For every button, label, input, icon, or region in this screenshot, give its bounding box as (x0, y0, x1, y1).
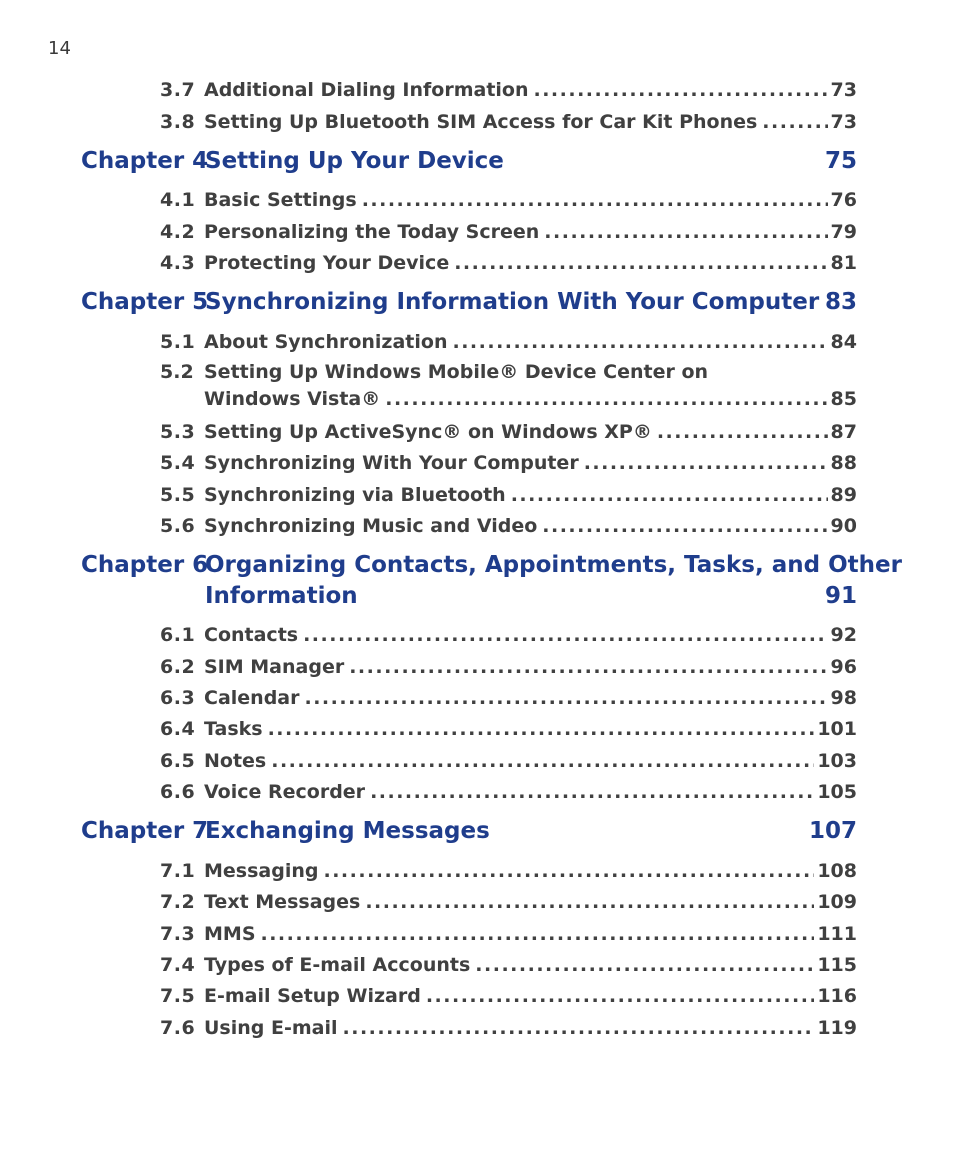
section-title: Contacts (204, 624, 299, 646)
section-number: 4.3 (160, 252, 196, 274)
toc-entry-5-6[interactable] (160, 515, 857, 537)
section-number: 6.5 (160, 750, 196, 772)
chapter-label: Chapter 7 (81, 818, 209, 844)
toc-entry-7-3[interactable] (160, 923, 857, 945)
chapter-label: Chapter 6 (81, 552, 209, 578)
dot-leader (365, 891, 814, 913)
section-number: 7.6 (160, 1017, 196, 1039)
dot-leader (542, 515, 827, 537)
section-number: 5.1 (160, 331, 196, 353)
dot-leader (303, 624, 827, 646)
dot-leader (385, 386, 827, 413)
toc-entry-5-5[interactable] (160, 484, 857, 506)
section-number: 5.6 (160, 515, 196, 537)
toc-chapter-6[interactable] (81, 550, 902, 612)
dot-leader (454, 252, 827, 274)
dot-leader (657, 421, 828, 443)
chapter-page: 75 (824, 148, 857, 174)
section-title: Tasks (204, 718, 263, 740)
dot-leader (762, 111, 827, 133)
section-number: 6.3 (160, 687, 196, 709)
section-page: 79 (830, 221, 857, 243)
toc-entry-7-6[interactable] (160, 1017, 857, 1039)
section-page: 76 (830, 189, 857, 211)
toc-entry-7-4[interactable] (160, 954, 857, 976)
section-page: 105 (817, 781, 857, 803)
section-title-line-2: Windows Vista® (204, 388, 381, 410)
toc-chapter-5[interactable] (81, 287, 857, 317)
section-title: Types of E-mail Accounts (204, 954, 471, 976)
section-title: Text Messages (204, 891, 361, 913)
toc-entry-7-1[interactable] (160, 860, 857, 882)
toc-entry-4-3[interactable] (160, 252, 857, 274)
section-number: 3.8 (160, 111, 196, 133)
dot-leader (261, 923, 815, 945)
dot-leader (304, 687, 827, 709)
section-title: Personalizing the Today Screen (204, 221, 540, 243)
dot-leader (370, 781, 814, 803)
chapter-title: Synchronizing Information With Your Computer (205, 289, 820, 315)
toc-entry-4-1[interactable] (160, 189, 857, 211)
chapter-label: Chapter 4 (81, 148, 209, 174)
toc-chapter-4[interactable] (81, 146, 857, 176)
chapter-label: Chapter 5 (81, 289, 209, 315)
section-number: 5.3 (160, 421, 196, 443)
section-title: Basic Settings (204, 189, 357, 211)
dot-leader (426, 985, 814, 1007)
toc-chapter-7[interactable] (81, 816, 857, 846)
section-page: 88 (830, 452, 857, 474)
section-number: 6.4 (160, 718, 196, 740)
section-number: 7.3 (160, 923, 196, 945)
toc-entry-5-2[interactable] (160, 359, 857, 413)
section-number: 7.2 (160, 891, 196, 913)
toc-entry-3-7[interactable] (160, 79, 857, 101)
section-title: Additional Dialing Information (204, 79, 529, 101)
chapter-title-line-1: Organizing Contacts, Appointments, Tasks, and Other (205, 552, 902, 578)
section-page: 92 (830, 624, 857, 646)
toc-entry-3-8[interactable] (160, 111, 857, 133)
section-title: Protecting Your Device (204, 252, 450, 274)
section-page: 119 (817, 1017, 857, 1039)
chapter-page: 83 (824, 289, 857, 315)
dot-leader (349, 656, 827, 678)
dot-leader (534, 79, 828, 101)
dot-leader (544, 221, 827, 243)
section-page: 89 (830, 484, 857, 506)
toc-entry-5-3[interactable] (160, 421, 857, 443)
section-number: 5.2 (160, 361, 194, 383)
section-number: 6.1 (160, 624, 196, 646)
toc-entry-5-1[interactable] (160, 331, 857, 353)
dot-leader (511, 484, 828, 506)
section-number: 7.4 (160, 954, 196, 976)
dot-leader (343, 1017, 815, 1039)
chapter-page: 91 (824, 583, 857, 609)
section-title: Using E-mail (204, 1017, 338, 1039)
chapter-title-line-2: Information (205, 583, 358, 609)
section-number: 7.1 (160, 860, 196, 882)
section-page: 116 (817, 985, 857, 1007)
section-number: 5.4 (160, 452, 196, 474)
dot-leader (362, 189, 828, 211)
dot-leader (268, 718, 815, 740)
section-page: 108 (817, 860, 857, 882)
chapter-title: Exchanging Messages (205, 818, 490, 844)
chapter-title: Setting Up Your Device (205, 148, 504, 174)
section-title: Setting Up ActiveSync® on Windows XP® (204, 421, 652, 443)
section-page: 111 (817, 923, 857, 945)
section-page: 96 (830, 656, 857, 678)
chapter-page: 107 (808, 818, 857, 844)
section-page: 109 (817, 891, 857, 913)
section-number: 4.2 (160, 221, 196, 243)
toc-entry-6-5[interactable] (160, 750, 857, 772)
section-title: Messaging (204, 860, 319, 882)
toc-entry-6-1[interactable] (160, 624, 857, 646)
section-page: 73 (830, 111, 857, 133)
page-number: 14 (48, 38, 71, 59)
section-page: 98 (830, 687, 857, 709)
section-number: 6.6 (160, 781, 196, 803)
toc-entry-6-4[interactable] (160, 718, 857, 740)
section-page: 84 (830, 331, 857, 353)
dot-leader (452, 331, 827, 353)
dot-leader (271, 750, 814, 772)
section-title: Synchronizing With Your Computer (204, 452, 579, 474)
section-title: E-mail Setup Wizard (204, 985, 421, 1007)
section-title: MMS (204, 923, 256, 945)
toc-entry-6-2[interactable] (160, 656, 857, 678)
section-number: 5.5 (160, 484, 196, 506)
toc-entry-4-2[interactable] (160, 221, 857, 243)
dot-leader (323, 860, 814, 882)
toc-entry-7-2[interactable] (160, 891, 857, 913)
section-title: Calendar (204, 687, 300, 709)
section-number: 4.1 (160, 189, 196, 211)
section-title: Synchronizing Music and Video (204, 515, 538, 537)
section-page: 87 (830, 421, 857, 443)
toc-entry-7-5[interactable] (160, 985, 857, 1007)
toc-entry-5-4[interactable] (160, 452, 857, 474)
toc-entry-6-3[interactable] (160, 687, 857, 709)
section-title: Notes (204, 750, 267, 772)
section-number: 3.7 (160, 79, 196, 101)
section-title-line-1: Setting Up Windows Mobile® Device Center on (204, 361, 709, 383)
section-title: SIM Manager (204, 656, 345, 678)
section-page: 85 (830, 388, 857, 410)
section-title: Voice Recorder (204, 781, 366, 803)
section-title: About Synchronization (204, 331, 448, 353)
section-page: 115 (817, 954, 857, 976)
section-page: 101 (817, 718, 857, 740)
section-page: 90 (830, 515, 857, 537)
section-title: Setting Up Bluetooth SIM Access for Car Kit Phones (204, 111, 758, 133)
toc-entry-6-6[interactable] (160, 781, 857, 803)
section-number: 6.2 (160, 656, 196, 678)
dot-leader (475, 954, 814, 976)
dot-leader (584, 452, 828, 474)
section-page: 103 (817, 750, 857, 772)
section-page: 73 (830, 79, 857, 101)
section-page: 81 (830, 252, 857, 274)
section-number: 7.5 (160, 985, 196, 1007)
section-title: Synchronizing via Bluetooth (204, 484, 506, 506)
